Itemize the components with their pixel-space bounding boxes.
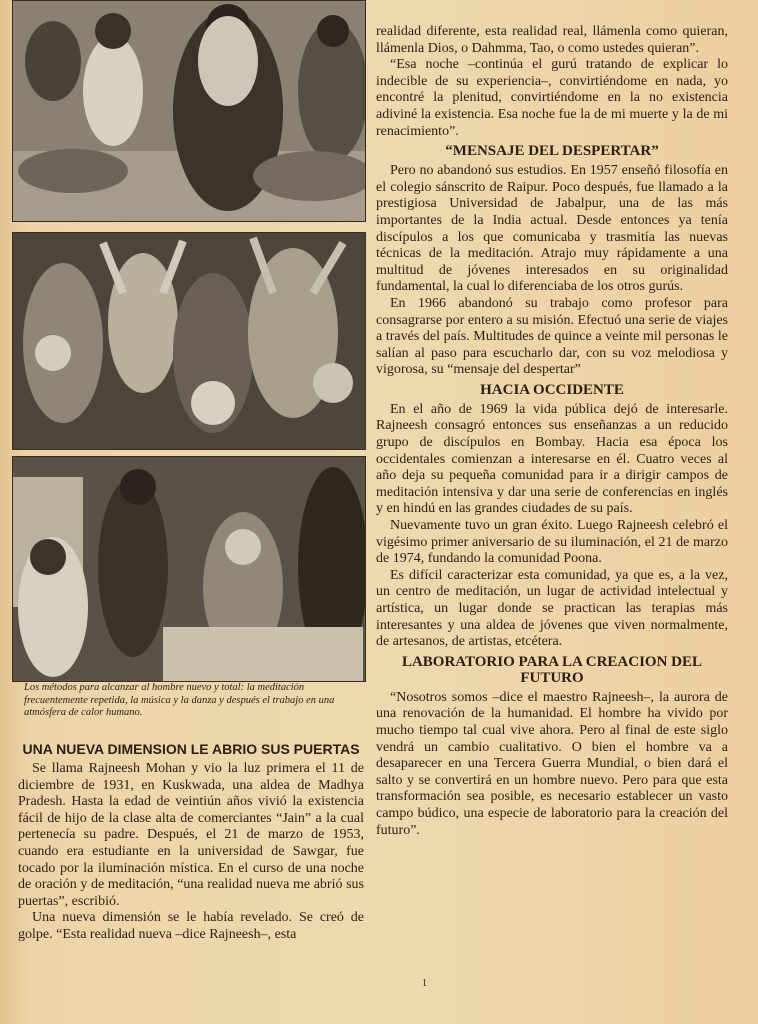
section-heading-laboratorio: LABORATORIO PARA LA CREACION DEL FUTURO: [401, 653, 703, 686]
photo-dancing-crowd: [12, 232, 366, 450]
paragraph: “Esa noche –continúa el gurú tratando de explicar lo indecible de su experiencia–, convirtiéndome en nada, yo encontré la plenitud, convirtiéndome en la no existencia adiviné la existencia. Esa noche fue la de mi muerte y la de mi renacimiento”.: [376, 57, 728, 139]
photo-working-image: [13, 457, 365, 681]
left-text-column: [18, 738, 364, 944]
paragraph: Es difícil caracterizar esta comunidad, ya que es, a la vez, un centro de meditación, un lugar de actividad intelectual y artística, un lugar donde se practican las terapias más interesantes y una aldea de jóvenes que viven normalmente, de artesanos, de artistas, etcétera.: [376, 567, 728, 650]
section-heading-mensaje: “MENSAJE DEL DESPERTAR”: [445, 143, 659, 160]
paragraph: Pero no abandonó sus estudios. En 1957 enseñó filosofía en el colegio sánscrito de Raipur. Poco después, fue llamado a la prestigiosa Universidad de Jabalpur, una de las más importantes de la India actual. Desde entonces ya tenía discípulos a los que comunicaba y trasmitía las nuevas técnicas de la meditación. Atrajo muy rápidamente a una multitud de jóvenes interesados en su originalidad fundamental, la cual lo diferenciaba de los otros gurús.: [376, 163, 728, 295]
section-heading-nueva-dimension: UNA NUEVA DIMENSION LE ABRIO SUS PUERTAS: [22, 741, 360, 757]
paragraph: Una nueva dimensión se le había revelado. Se creó de golpe. “Esta realidad nueva –dice Rajneesh–, esta: [18, 910, 364, 942]
page-folio: 1: [422, 978, 427, 989]
photo-dancing-image: [13, 233, 365, 449]
photo-meditation-image: [13, 1, 365, 221]
paragraph: “Nosotros somos –dice el maestro Rajneesh–, la aurora de una renovación de la humanidad. El hombre ha vivido por mucho tiempo tal cual vive ahora. Pero al final de este siglo vendrá un cambio cualitativo. O bien el hombre va a desaparecer en una Tercera Guerra Mundial, o bien dará el salto y se convertirá en un hombre nuevo. Pero para que esta transformación sea posible, es necesario establecer un vasto campo búdico, una especie de laboratorio para la creación del futuro”.: [376, 689, 728, 838]
photo-working-group: [12, 456, 366, 682]
section-heading-occidente: HACIA OCCIDENTE: [480, 381, 624, 398]
paragraph: Se llama Rajneesh Mohan y vio la luz primera el 11 de diciembre de 1931, en Kuskwada, una aldea de Madhya Pradesh. Hasta la edad de veintiún años vivió la existencia fácil de hijo de la clase alta de comerciantes “Jain” a la cual pertenecía su padre. Después, el 21 de marzo de 1953, cuando era estudiante en la universidad de Sawgar, fue tocado por la iluminación mística. En el curso de una noche de oración y de meditación, “una realidad nueva me abrió sus puertas”, escribió.: [18, 761, 364, 909]
paragraph: realidad diferente, esta realidad real, llámenla como quieran, llámenla Dios, o Dahmma, Tao, o como ustedes quieran”.: [376, 24, 728, 56]
right-text-column: [376, 24, 728, 839]
photo-caption: Los métodos para alcanzar al hombre nuevo y total: la meditación frecuentemente repetida, la música y la danza y después el trabajo en una atmósfera de calor humano.: [24, 682, 335, 719]
paragraph: En 1966 abandonó su trabajo como profesor para consagrarse por entero a su misión. Efectuó una serie de viajes a través del país. Multitudes de quince a veinte mil personas le salían al paso para escucharlo dar, con su voz melodiosa y vigorosa, su “mensaje del despertar”: [376, 295, 728, 378]
paragraph: Nuevamente tuvo un gran éxito. Luego Rajneesh celebró el vigésimo primer aniversario de su iluminación, el 21 de marzo de 1974, fundando la comunidad Poona.: [376, 518, 728, 567]
paragraph: En el año de 1969 la vida pública dejó de interesarle. Rajneesh consagró entonces sus enseñanzas a un reducido grupo de discípulos en Bombay. Hacia esa época los occidentales comienzan a interesarse en él. Cuatro veces al año deja su pequeña comunidad para ir a dirigir campos de meditación intensiva y dar una serie de conferencias en inglés y en hindú en las grandes ciudades de su país.: [376, 401, 728, 517]
photo-meditation-group: [12, 0, 366, 222]
